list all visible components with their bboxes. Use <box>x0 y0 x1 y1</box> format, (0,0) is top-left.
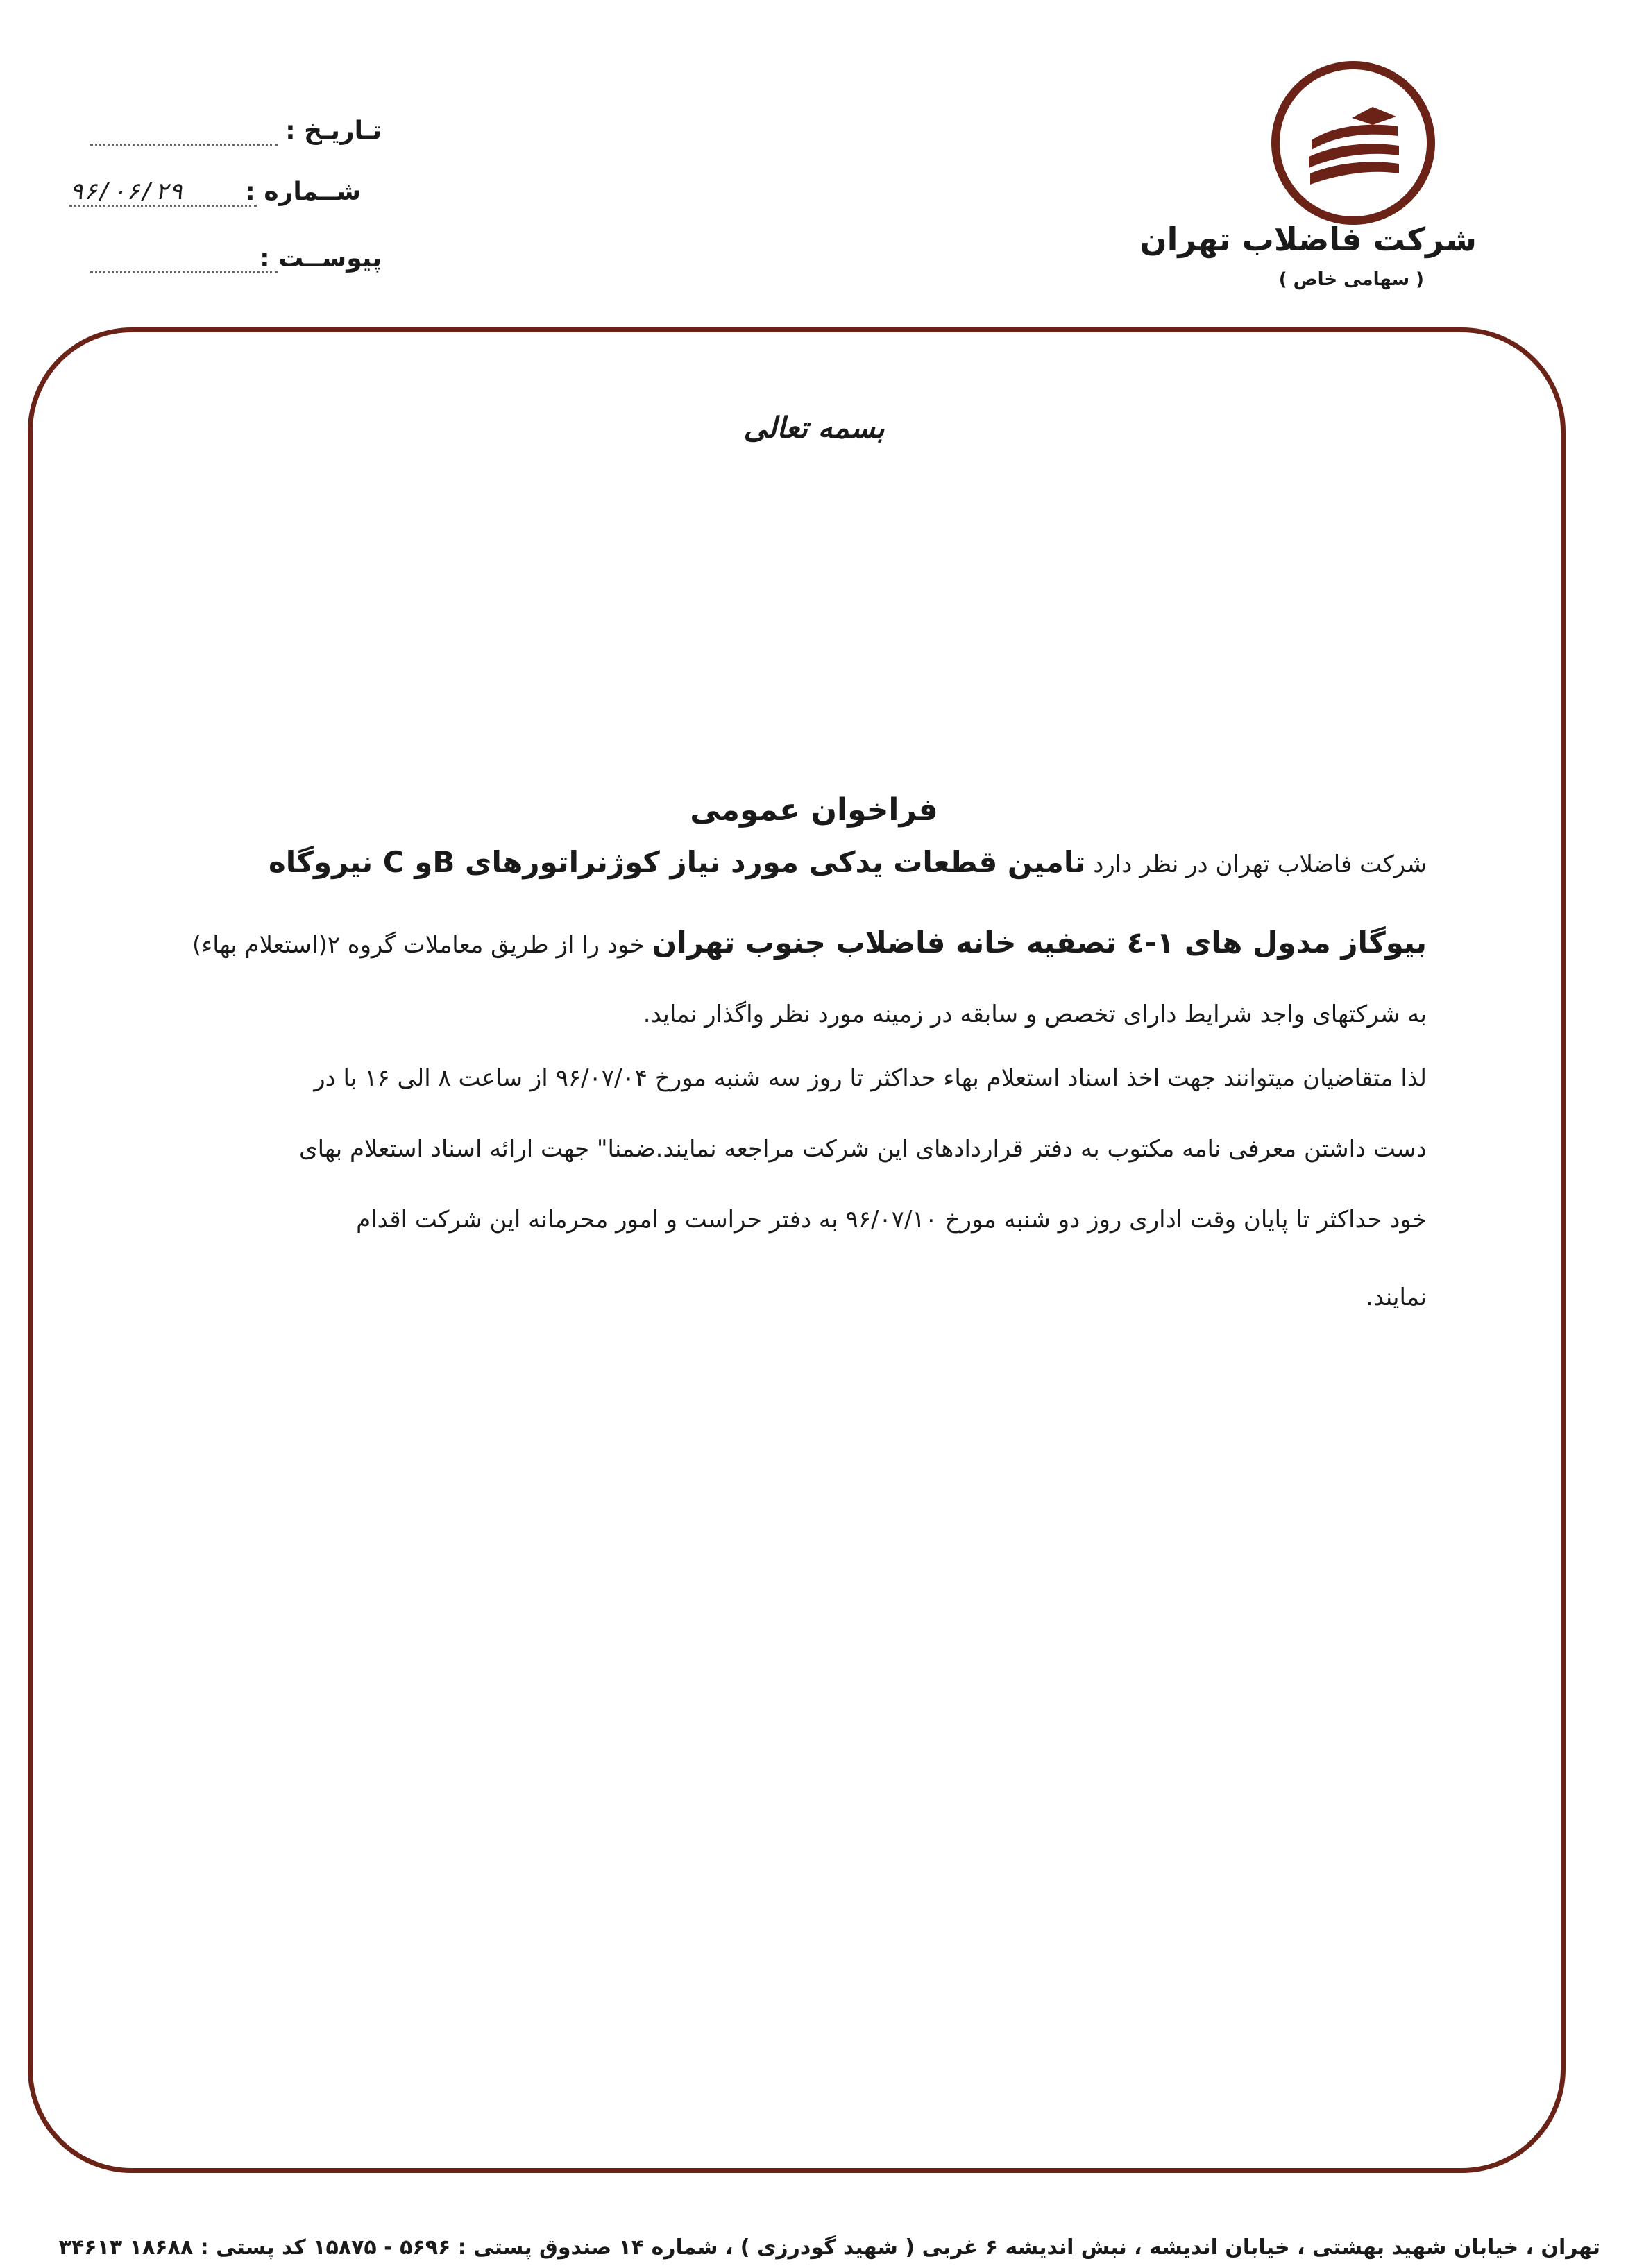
footer-address: تهران ، خیابان شهید بهشتی ، خیابان اندیشه ، نبش اندیشه ۶ غربی ( شهید گودرزی ) ، شماره ۱۴ صندوق پستی : ۵۶۹۶ - ۱۵۸۷۵ کد پستی : ۱۸۶۸۸ ۳۴۶۱۳ <box>58 2235 1600 2260</box>
body-line-6: خود حداکثر تا پایان وقت اداری روز دو شنبه مورخ ۹۶/۰۷/۱۰ به دفتر حراست و امور محرمانه این شرکت اقدام <box>356 1206 1427 1234</box>
number-field <box>69 178 361 212</box>
attachment-label: پیوســت : <box>260 244 382 273</box>
body-line-1 <box>164 845 1427 880</box>
number-value: ۹۶/۰۶/۲۹ <box>69 178 183 205</box>
body-line-2-bold: بیوگاز مدول های ۱-٤ تصفیه خانه فاضلاب جنوب تهران <box>652 926 1427 960</box>
body-line-1-normal: شرکت فاضلاب تهران در نظر دارد <box>1093 851 1427 878</box>
number-label: شــماره : <box>245 178 361 206</box>
body-line-4: لذا متقاضیان میتوانند جهت اخذ اسناد استعلام بهاء حداکثر تا روز سه شنبه مورخ ۹۶/۰۷/۰۴ از ساعت ۸ الی ۱۶ با در <box>314 1064 1427 1092</box>
attachment-field <box>90 244 382 279</box>
date-dots <box>90 144 278 146</box>
body-line-7: نمایند. <box>1366 1284 1427 1311</box>
company-type: ( سهامی خاص ) <box>1278 269 1424 290</box>
notice-heading: فراخوان عمومی <box>690 792 938 828</box>
body-line-5: دست داشتن معرفی نامه مکتوب به دفتر قراردادهای این شرکت مراجعه نمایند.ضمنا" جهت ارائه اسناد استعلام بهای <box>299 1135 1427 1163</box>
body-line-2-normal: خود را از طریق معاملات گروه ۲(استعلام بهاء) <box>192 931 645 959</box>
body-line-1-bold: تامین قطعات یدکی مورد نیاز کوژنراتورهای Bو C نیروگاه <box>268 845 1086 879</box>
date-label: تـاریـخ : <box>285 117 382 145</box>
document-frame <box>28 327 1566 2173</box>
company-name: شرکت فاضلاب تهران <box>1139 221 1477 258</box>
company-logo-icon <box>1269 58 1438 228</box>
basmala: بسمه تعالی <box>743 411 885 445</box>
attachment-dots <box>90 271 278 273</box>
date-field <box>90 117 382 151</box>
body-line-3: به شرکتهای واجد شرایط دارای تخصص و سابقه در زمینه مورد نظر واگذار نماید. <box>643 1000 1427 1028</box>
body-line-2 <box>164 926 1427 960</box>
